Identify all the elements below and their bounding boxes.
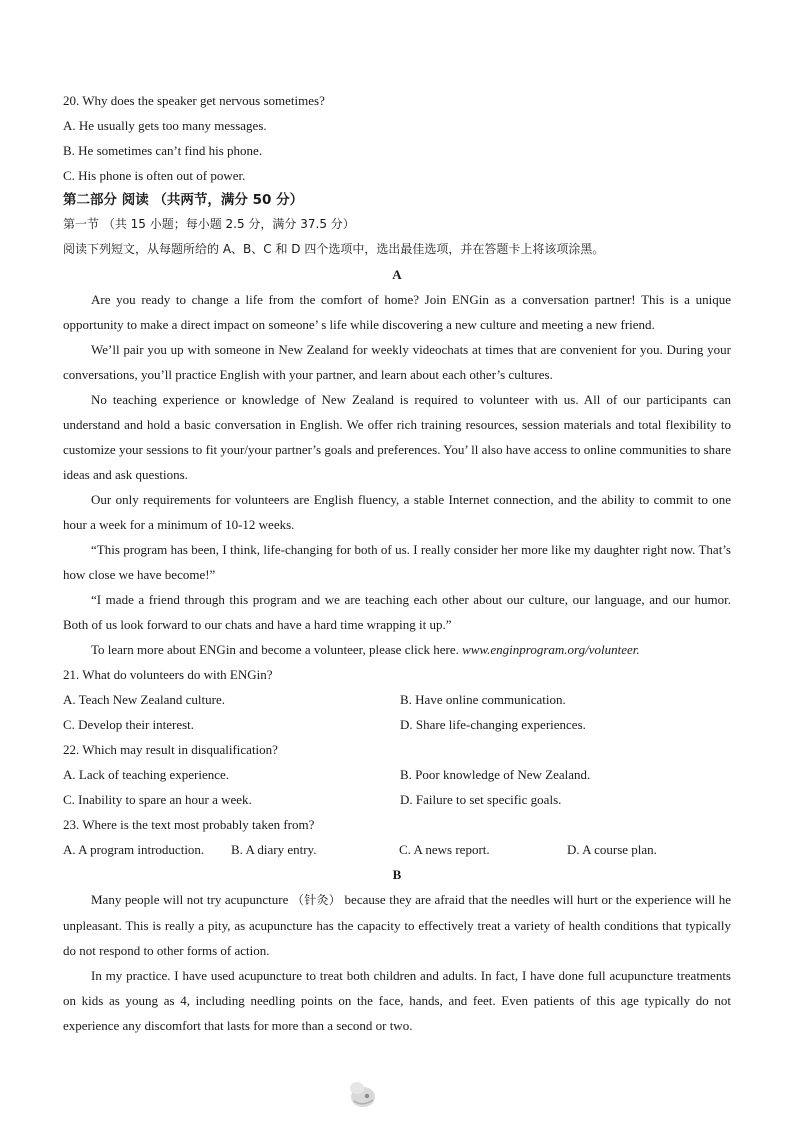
passage-b-paragraph [63, 887, 731, 963]
question-22-options-row [63, 762, 731, 787]
question-21-option-c: C. Develop their interest. [63, 717, 195, 732]
passage-a-paragraph: Our only requirements for volunteers are English fluency, a stable Internet connection, and the ability to commit to one hour a week for a minimum of 10-12 weeks. [63, 492, 731, 532]
question-23-option-c: C. A news report. [399, 842, 490, 857]
question-20-stem: 20. Why does the speaker get nervous sometimes? [63, 93, 325, 108]
passage-b-p1-end: because they are afraid that the needles will hurt or the experience will he unpleasant. This is really a pity, as acupuncture has the capacity to effectively treat a variety of health conditions that typically do not respond to other forms of action. [63, 892, 732, 958]
passage-a-label: A [392, 267, 402, 282]
volunteer-url[interactable]: www.enginprogram.org/volunteer. [462, 642, 640, 657]
question-22-option-b: B. Poor knowledge of New Zealand. [400, 767, 591, 782]
question-23-options-row [63, 837, 731, 862]
passage-b-p1-start: Many people will not try acupuncture [91, 892, 289, 907]
passage-b-label: B [392, 867, 402, 882]
question-23-option-a: A. A program introduction. [63, 842, 205, 857]
reading-instruction: 阅读下列短文，从每题所给的 A、B、C 和 D 四个选项中，选出最佳选项，并在答题卡上将该项涂黑。 [63, 242, 605, 256]
passage-a-paragraph: We’ll pair you up with someone in New Zealand for weekly videochats at times that are convenient for you. During your conversations, you’ll practice English with your partner, and learn about each other’s cultures. [63, 342, 731, 382]
question-21-stem: 21. What do volunteers do with ENGin? [63, 667, 273, 682]
question-21-options-row [63, 712, 731, 737]
question-20-option-b: B. He sometimes can’t find his phone. [63, 143, 263, 158]
section-one-title: 第一节 （共 15 小题；每小题 2.5 分，满分 37.5 分） [63, 217, 355, 231]
learn-more-text: To learn more about ENGin and become a volunteer, please click here. [91, 642, 459, 657]
question-21-option-b: B. Have online communication. [400, 692, 566, 707]
passage-a-paragraph: Are you ready to change a life from the comfort of home? Join ENGin as a conversation partner! This is a unique opportunity to make a direct impact on someone’ s life while discovering a new culture and meeting a new friend. [63, 292, 731, 332]
question-22-option-c: C. Inability to spare an hour a week. [63, 792, 252, 807]
question-23-option-d: D. A course plan. [567, 842, 657, 857]
question-21-option-a: A. Teach New Zealand culture. [63, 692, 225, 707]
question-23-stem: 23. Where is the text most probably taken from? [63, 817, 315, 832]
question-22-stem: 22. Which may result in disqualification? [63, 742, 278, 757]
part-two-title: 第二部分 阅读 （共两节，满分 50 分） [63, 192, 304, 208]
passage-a-paragraph: “I made a friend through this program and we are teaching each other about our culture, our language, and our humor. Both of us look forward to our chats and have a hard time wrapping it up.” [63, 592, 731, 632]
passage-a-paragraph: No teaching experience or knowledge of New Zealand is required to volunteer with us. All of our participants can understand and hold a basic conversation in English. We offer rich training resources, session materials and total flexibility to customize your sessions to fit your/your partner’s goals and preferences. You’ ll also have access to online communities to share ideas and ask questions. [63, 392, 731, 482]
acupuncture-chinese-gloss: （针灸） [291, 893, 342, 907]
question-22-options-row [63, 787, 731, 812]
question-23-option-b: B. A diary entry. [231, 842, 317, 857]
question-22-option-a: A. Lack of teaching experience. [63, 767, 230, 782]
question-20-option-c: C. His phone is often out of power. [63, 168, 246, 183]
exam-page [63, 88, 731, 1038]
question-20-option-a: A. He usually gets too many messages. [63, 118, 267, 133]
passage-b-paragraph: In my practice. I have used acupuncture to treat both children and adults. In fact, I have done full acupuncture treatments on kids as young as 4, including needling points on the face, hands, and feet. Even patients of this age typically do not experience any discomfort that lasts for more than a second or two. [63, 968, 731, 1033]
passage-a-learn-more [63, 637, 731, 662]
question-21-options-row [63, 687, 731, 712]
question-22-option-d: D. Failure to set specific goals. [400, 792, 562, 807]
question-21-option-d: D. Share life-changing experiences. [400, 717, 586, 732]
watermark-logo-icon [346, 1079, 380, 1109]
passage-a-paragraph: “This program has been, I think, life-changing for both of us. I really consider her more like my daughter right now. That’s how close we have become!” [63, 542, 731, 582]
